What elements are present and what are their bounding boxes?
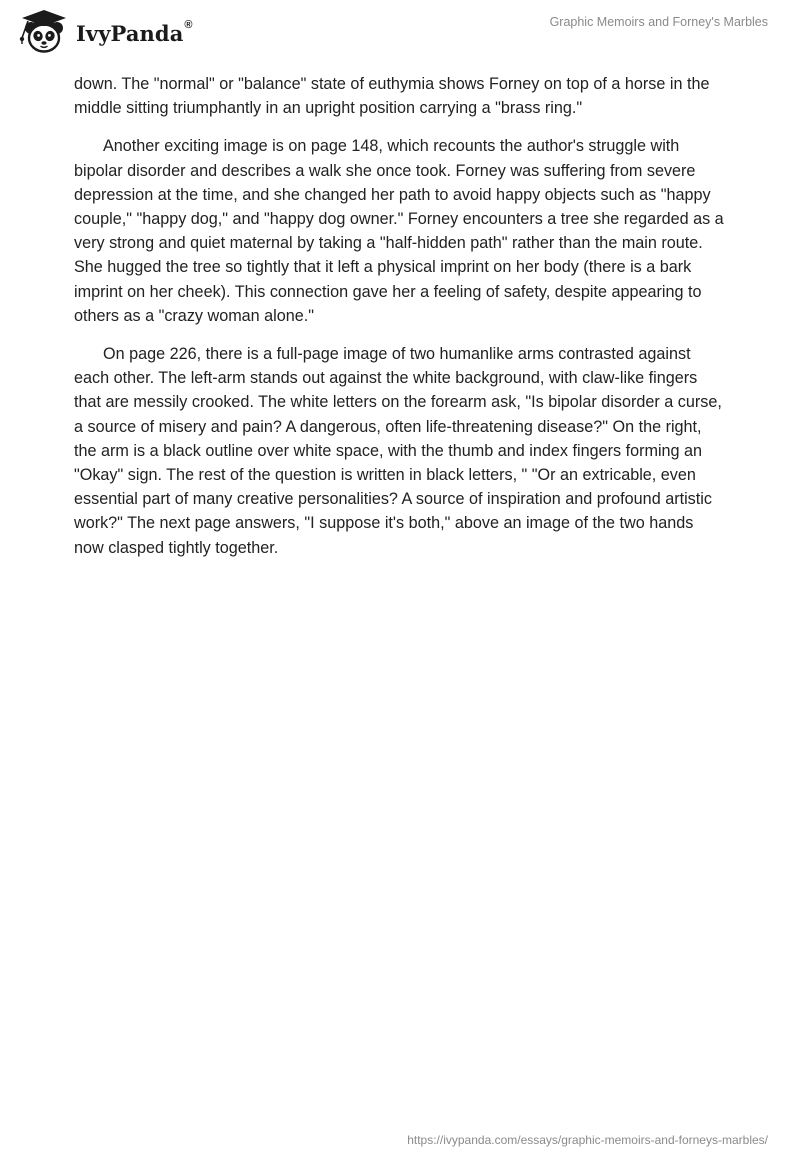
essay-body <box>74 72 726 574</box>
logo-wordmark <box>76 18 193 46</box>
paragraph-3: On page 226, there is a full-page image of two humanlike arms contrasted against each other. The left-arm stands out against the white background, with claw-like fingers that are messily crooked. The white letters on the forearm ask, "Is bipolar disorder a curse, a source of misery and pain? A dangerous, often life-threatening disease?" On the right, the arm is a black outline over white space, with the thumb and index fingers forming an "Okay" sign. The rest of the question is written in black letters, " "Or an extricable, even essential part of many creative personalities? A source of inspiration and profound artistic work?" The next page answers, "I suppose it's both," above an image of the two hands now clasped tightly together. <box>74 345 722 557</box>
document-title: Graphic Memoirs and Forney's Marbles <box>549 15 768 29</box>
ivypanda-logo[interactable] <box>14 8 193 56</box>
paragraph-2: Another exciting image is on page 148, which recounts the author's struggle with bipolar disorder and describes a walk she once took. Forney was suffering from severe depression at the time, and she changed her path to avoid happy objects such as "happy couple," "happy dog," and "happy dog owner." Forney encounters a tree she regarded as a very strong and quiet maternal by taking a "half-hidden path" rather than the main route. She hugged the tree so tightly that it left a physical imprint on her body (there is a bark imprint on her cheek). This connection gave her a feeling of safety, despite appearing to others as a "crazy woman alone." <box>74 137 724 325</box>
panda-graduation-cap-icon <box>14 8 72 56</box>
registered-mark: ® <box>184 18 193 31</box>
page-header <box>0 0 800 64</box>
brand-name: IvyPanda <box>76 20 184 46</box>
source-url[interactable]: https://ivypanda.com/essays/graphic-memoirs-and-forneys-marbles/ <box>407 1133 768 1147</box>
paragraph-1: down. The "normal" or "balance" state of euthymia shows Forney on top of a horse in the middle sitting triumphantly in an upright position carrying a "brass ring." <box>74 75 710 118</box>
